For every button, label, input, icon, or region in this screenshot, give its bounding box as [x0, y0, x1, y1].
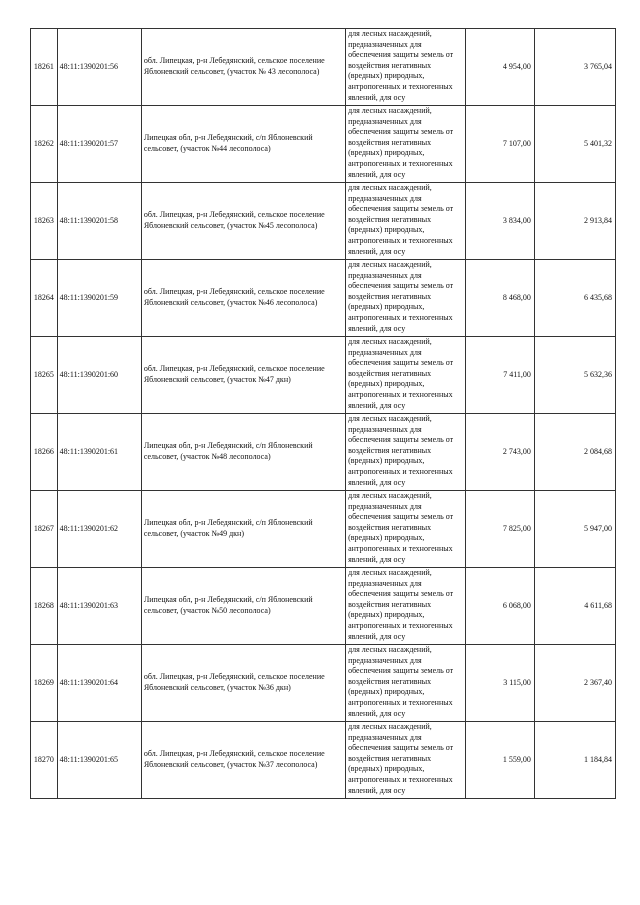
permitted-use: для лесных насаждений, предназначенных для обеспечения защиты земель от воздействия негативных (вредных) природных, антропогенных и техногенных явлений, для осу	[348, 337, 454, 410]
cadastral-value: 2 913,84	[534, 183, 615, 260]
table-row	[31, 106, 616, 183]
cadastral-number: 48:11:1390201:57	[57, 106, 141, 183]
permitted-use: для лесных насаждений, предназначенных для обеспечения защиты земель от воздействия негативных (вредных) природных, антропогенных и техногенных явлений, для осу	[348, 491, 454, 564]
permitted-use: для лесных насаждений, предназначенных для обеспечения защиты земель от воздействия негативных (вредных) природных, антропогенных и техногенных явлений, для осу	[348, 722, 454, 795]
row-number: 18264	[31, 260, 58, 337]
plot-address: обл. Липецкая, р-н Лебедянский, сельское поселение Яблоневский сельсовет, (участок №46 лесополоса)	[141, 260, 345, 337]
row-number: 18261	[31, 29, 58, 106]
plot-area: 7 107,00	[466, 106, 535, 183]
row-number: 18270	[31, 722, 58, 799]
cadastral-value: 4 611,68	[534, 568, 615, 645]
permitted-use-cell	[346, 722, 466, 799]
permitted-use: для лесных насаждений, предназначенных для обеспечения защиты земель от воздействия негативных (вредных) природных, антропогенных и техногенных явлений, для осу	[348, 568, 454, 641]
plot-area: 8 468,00	[466, 260, 535, 337]
table-row	[31, 722, 616, 799]
permitted-use-cell	[346, 645, 466, 722]
plot-address: Липецкая обл, р-н Лебедянский, с/п Яблоневский сельсовет, (участок №50 лесополоса)	[141, 568, 345, 645]
plot-area: 6 068,00	[466, 568, 535, 645]
plot-area: 3 115,00	[466, 645, 535, 722]
plot-address: обл. Липецкая, р-н Лебедянский, сельское поселение Яблоневский сельсовет, (участок №36 дкн)	[141, 645, 345, 722]
permitted-use-cell	[346, 337, 466, 414]
cadastral-number: 48:11:1390201:61	[57, 414, 141, 491]
cadastral-number: 48:11:1390201:64	[57, 645, 141, 722]
permitted-use: для лесных насаждений, предназначенных для обеспечения защиты земель от воздействия негативных (вредных) природных, антропогенных и техногенных явлений, для осу	[348, 183, 454, 256]
row-number: 18266	[31, 414, 58, 491]
cadastral-value: 2 367,40	[534, 645, 615, 722]
row-number: 18269	[31, 645, 58, 722]
plot-area: 3 834,00	[466, 183, 535, 260]
cadastral-value: 2 084,68	[534, 414, 615, 491]
cadastral-value: 6 435,68	[534, 260, 615, 337]
table-row	[31, 337, 616, 414]
permitted-use-cell	[346, 491, 466, 568]
table-row	[31, 491, 616, 568]
row-number: 18267	[31, 491, 58, 568]
table-row	[31, 645, 616, 722]
row-number: 18265	[31, 337, 58, 414]
plot-area: 1 559,00	[466, 722, 535, 799]
table-row	[31, 260, 616, 337]
cadastral-number: 48:11:1390201:59	[57, 260, 141, 337]
plot-address: обл. Липецкая, р-н Лебедянский, сельское поселение Яблоневский сельсовет, (участок №47 дкн)	[141, 337, 345, 414]
cadastral-value: 5 401,32	[534, 106, 615, 183]
cadastral-value: 5 947,00	[534, 491, 615, 568]
permitted-use-cell	[346, 260, 466, 337]
plot-address: обл. Липецкая, р-н Лебедянский, сельское поселение Яблоневский сельсовет, (участок № 43 лесополоса)	[141, 29, 345, 106]
land-plots-table	[30, 28, 616, 799]
table-row	[31, 568, 616, 645]
plot-address: обл. Липецкая, р-н Лебедянский, сельское поселение Яблоневский сельсовет, (участок №45 лесополоса)	[141, 183, 345, 260]
plot-area: 7 825,00	[466, 491, 535, 568]
permitted-use: для лесных насаждений, предназначенных для обеспечения защиты земель от воздействия негативных (вредных) природных, антропогенных и техногенных явлений, для осу	[348, 29, 454, 102]
permitted-use-cell	[346, 568, 466, 645]
permitted-use: для лесных насаждений, предназначенных для обеспечения защиты земель от воздействия негативных (вредных) природных, антропогенных и техногенных явлений, для осу	[348, 645, 454, 718]
cadastral-value: 3 765,04	[534, 29, 615, 106]
permitted-use: для лесных насаждений, предназначенных для обеспечения защиты земель от воздействия негативных (вредных) природных, антропогенных и техногенных явлений, для осу	[348, 260, 454, 333]
cadastral-value: 5 632,36	[534, 337, 615, 414]
permitted-use-cell	[346, 414, 466, 491]
cadastral-number: 48:11:1390201:65	[57, 722, 141, 799]
permitted-use-cell	[346, 183, 466, 260]
cadastral-value: 1 184,84	[534, 722, 615, 799]
plot-address: Липецкая обл, р-н Лебедянский, с/п Яблоневский сельсовет, (участок №48 лесополоса)	[141, 414, 345, 491]
plot-address: обл. Липецкая, р-н Лебедянский, сельское поселение Яблоневский сельсовет, (участок №37 лесополоса)	[141, 722, 345, 799]
plot-area: 7 411,00	[466, 337, 535, 414]
plot-address: Липецкая обл, р-н Лебедянский, с/п Яблоневский сельсовет, (участок №44 лесополоса)	[141, 106, 345, 183]
cadastral-number: 48:11:1390201:60	[57, 337, 141, 414]
cadastral-number: 48:11:1390201:62	[57, 491, 141, 568]
table-body	[31, 29, 616, 799]
row-number: 18262	[31, 106, 58, 183]
table-row	[31, 183, 616, 260]
permitted-use: для лесных насаждений, предназначенных для обеспечения защиты земель от воздействия негативных (вредных) природных, антропогенных и техногенных явлений, для осу	[348, 414, 454, 487]
permitted-use-cell	[346, 106, 466, 183]
row-number: 18268	[31, 568, 58, 645]
plot-address: Липецкая обл, р-н Лебедянский, с/п Яблоневский сельсовет, (участок №49 дкн)	[141, 491, 345, 568]
cadastral-number: 48:11:1390201:56	[57, 29, 141, 106]
cadastral-number: 48:11:1390201:58	[57, 183, 141, 260]
row-number: 18263	[31, 183, 58, 260]
table-row	[31, 414, 616, 491]
plot-area: 4 954,00	[466, 29, 535, 106]
table-row	[31, 29, 616, 106]
plot-area: 2 743,00	[466, 414, 535, 491]
permitted-use: для лесных насаждений, предназначенных для обеспечения защиты земель от воздействия негативных (вредных) природных, антропогенных и техногенных явлений, для осу	[348, 106, 454, 179]
permitted-use-cell	[346, 29, 466, 106]
cadastral-number: 48:11:1390201:63	[57, 568, 141, 645]
